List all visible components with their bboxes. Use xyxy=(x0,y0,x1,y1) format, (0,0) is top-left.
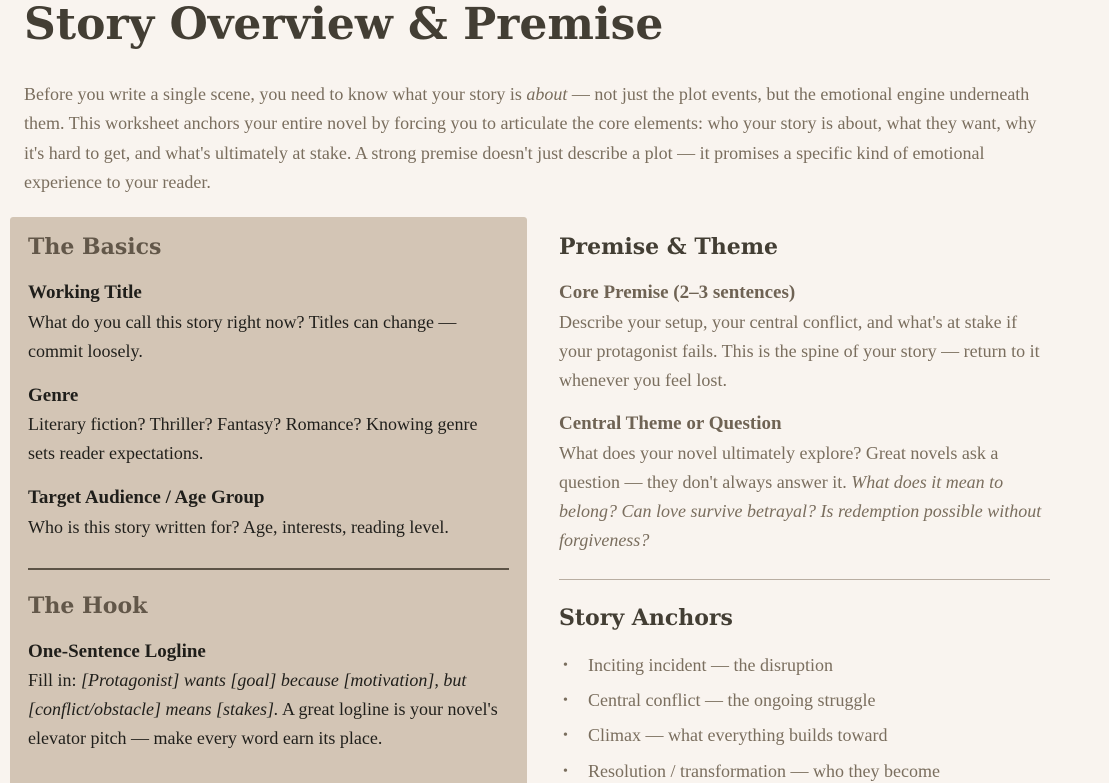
anchors-list xyxy=(559,648,940,783)
anchor-item-text: Inciting incident — the disruption xyxy=(588,655,833,675)
core-premise-label: Core Premise (2–3 sentences) xyxy=(559,282,796,303)
logline-prefix: Fill in: xyxy=(28,670,82,690)
theme-text xyxy=(559,439,1059,555)
working-title-label: Working Title xyxy=(28,282,142,303)
audience-label: Target Audience / Age Group xyxy=(28,487,265,508)
left-divider xyxy=(28,568,509,570)
list-item xyxy=(559,648,940,683)
genre-label: Genre xyxy=(28,385,79,406)
audience-text: Who is this story written for? Age, interests, reading level. xyxy=(28,517,449,537)
anchor-item-text: Climax — what everything builds toward xyxy=(588,725,888,746)
theme-label: Central Theme or Question xyxy=(559,413,782,434)
bullet-icon: • xyxy=(563,658,568,673)
logline-suffix: A great logline is your novel's elevator pitch — make every word earn its place. xyxy=(28,699,498,748)
anchors-heading: Story Anchors xyxy=(559,605,733,631)
theme-questions: What does it mean to belong? Can love survive betrayal? Is redemption possible without forgiveness? xyxy=(559,472,1042,550)
anchor-item-text: Resolution / transformation — who they become xyxy=(588,760,940,781)
intro-text-after: — not just the plot events, but the emotional engine underneath them. This worksheet anchors your entire novel by forcing you to articulate the core elements: who your story is about, what they want, why it's hard to get, and what's ultimately at stake. A strong premise doesn't just describe a plot — it promises a specific kind of emotional experience to your reader. xyxy=(24,84,1037,192)
left-panel xyxy=(10,217,527,783)
bullet-icon: • xyxy=(563,728,568,744)
working-title-text: What do you call this story right now? Titles can change — commit loosely. xyxy=(28,312,457,361)
core-premise-text: Describe your setup, your central conflict, and what's at stake if your protagonist fails. This is the spine of your story — return to it whenever you feel lost. xyxy=(559,312,1040,390)
basics-heading: The Basics xyxy=(28,234,162,260)
hook-heading: The Hook xyxy=(28,593,148,619)
premise-heading: Premise & Theme xyxy=(559,234,778,260)
logline-label: One-Sentence Logline xyxy=(28,641,206,662)
right-divider xyxy=(559,579,1050,580)
intro-text-before: Before you write a single scene, you need to know what your story is xyxy=(24,84,527,104)
list-item xyxy=(559,754,940,783)
bullet-icon: • xyxy=(563,763,568,779)
theme-text-plain: What does your novel ultimately explore? Great novels ask a question — they don't always answer it. xyxy=(559,443,999,492)
list-item xyxy=(559,718,940,753)
page-title: Story Overview & Premise xyxy=(24,0,664,50)
logline-text xyxy=(28,666,506,753)
intro-emphasis: about xyxy=(526,84,568,104)
logline-template: [Protagonist] wants [goal] because [motivation], but [conflict/obstacle] means [stakes]. xyxy=(28,670,467,719)
bullet-icon: • xyxy=(563,693,568,709)
anchor-item-text: Central conflict — the ongoing struggle xyxy=(588,690,876,711)
intro-paragraph xyxy=(24,80,1044,197)
list-item xyxy=(559,683,940,718)
genre-text: Literary fiction? Thriller? Fantasy? Romance? Knowing genre sets reader expectations. xyxy=(28,414,478,463)
